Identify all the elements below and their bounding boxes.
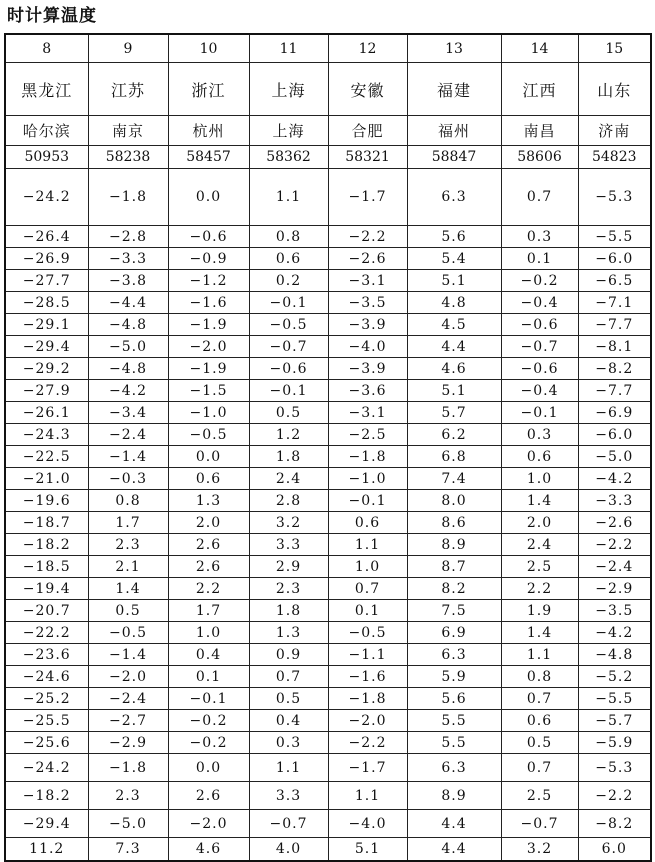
province-name: 浙江 <box>168 63 249 116</box>
temperature-cell: 8.2 <box>407 578 501 600</box>
temperature-cell: 2.5 <box>501 782 578 810</box>
table-row <box>5 534 651 556</box>
temperature-cell: −24.2 <box>5 754 88 782</box>
temperature-cell: 2.3 <box>88 534 168 556</box>
temperature-cell: −0.7 <box>249 810 328 838</box>
temperature-cell: 2.3 <box>88 782 168 810</box>
column-index: 15 <box>578 34 651 63</box>
temperature-cell: 3.2 <box>249 512 328 534</box>
temperature-cell: 8.9 <box>407 534 501 556</box>
province-name: 上海 <box>249 63 328 116</box>
temperature-cell: −2.7 <box>88 710 168 732</box>
temperature-cell: −3.3 <box>578 490 651 512</box>
temperature-cell: 5.1 <box>407 270 501 292</box>
temperature-cell: 2.6 <box>168 556 249 578</box>
column-index: 11 <box>249 34 328 63</box>
temperature-cell: 5.9 <box>407 666 501 688</box>
temperature-cell: 8.0 <box>407 490 501 512</box>
temperature-cell: 0.7 <box>328 578 407 600</box>
temperature-cell: 2.2 <box>501 578 578 600</box>
temperature-cell: 0.6 <box>328 512 407 534</box>
table-row <box>5 248 651 270</box>
temperature-cell: 2.2 <box>168 578 249 600</box>
temperature-cell: −0.1 <box>249 292 328 314</box>
city-name: 南京 <box>88 116 168 146</box>
temperature-cell: −19.6 <box>5 490 88 512</box>
column-index: 13 <box>407 34 501 63</box>
temperature-cell: −0.6 <box>168 226 249 248</box>
temperature-cell: −1.6 <box>328 666 407 688</box>
temperature-cell: −5.0 <box>88 810 168 838</box>
temperature-cell: −29.4 <box>5 336 88 358</box>
temperature-cell: −1.8 <box>88 169 168 226</box>
column-index: 10 <box>168 34 249 63</box>
table-row <box>5 314 651 336</box>
temperature-cell: −5.3 <box>578 169 651 226</box>
temperature-cell: −5.0 <box>88 336 168 358</box>
temperature-cell: 6.8 <box>407 446 501 468</box>
temperature-cell: −7.7 <box>578 314 651 336</box>
temperature-cell: −0.3 <box>88 468 168 490</box>
temperature-cell: −0.7 <box>249 336 328 358</box>
temperature-cell: −0.2 <box>168 710 249 732</box>
temperature-cell: −3.3 <box>88 248 168 270</box>
table-title: 时计算温度 <box>7 6 97 26</box>
temperature-cell: 7.5 <box>407 600 501 622</box>
temperature-cell: −4.4 <box>88 292 168 314</box>
temperature-cell: −23.6 <box>5 644 88 666</box>
temperature-cell: −8.1 <box>578 336 651 358</box>
city-name: 杭州 <box>168 116 249 146</box>
temperature-cell: −2.0 <box>168 810 249 838</box>
temperature-cell: −18.2 <box>5 782 88 810</box>
temperature-cell: 2.0 <box>501 512 578 534</box>
temperature-cell: 0.6 <box>501 446 578 468</box>
temperature-cell: 0.6 <box>249 248 328 270</box>
temperature-cell: −22.5 <box>5 446 88 468</box>
temperature-cell: −2.2 <box>328 226 407 248</box>
temperature-cell: 5.4 <box>407 248 501 270</box>
temperature-cell: −21.0 <box>5 468 88 490</box>
temperature-cell: 6.3 <box>407 754 501 782</box>
temperature-cell: −29.4 <box>5 810 88 838</box>
temperature-cell: −2.6 <box>328 248 407 270</box>
temperature-cell: −4.8 <box>88 358 168 380</box>
temperature-cell: −1.8 <box>88 754 168 782</box>
temperature-cell: −2.4 <box>578 556 651 578</box>
temperature-cell: −3.5 <box>578 600 651 622</box>
temperature-cell: 5.7 <box>407 402 501 424</box>
temperature-cell: −26.1 <box>5 402 88 424</box>
temperature-cell: 2.1 <box>88 556 168 578</box>
temperature-cell: 1.7 <box>88 512 168 534</box>
temperature-cell: −7.1 <box>578 292 651 314</box>
temperature-cell: 8.9 <box>407 782 501 810</box>
temperature-cell: −6.9 <box>578 402 651 424</box>
temperature-cell: −4.0 <box>328 336 407 358</box>
temperature-cell: 1.1 <box>501 644 578 666</box>
temperature-cell: −0.6 <box>501 358 578 380</box>
column-index: 8 <box>5 34 88 63</box>
temperature-cell: 0.1 <box>168 666 249 688</box>
temperature-cell: −2.4 <box>88 688 168 710</box>
province-name: 安徽 <box>328 63 407 116</box>
temperature-cell: 0.3 <box>501 226 578 248</box>
station-id: 58847 <box>407 146 501 169</box>
temperature-cell: −0.5 <box>328 622 407 644</box>
temperature-cell: 6.3 <box>407 169 501 226</box>
temperature-cell: −4.8 <box>578 644 651 666</box>
temperature-cell: 0.5 <box>249 688 328 710</box>
temperature-cell: 3.3 <box>249 782 328 810</box>
temperature-cell: 0.7 <box>501 754 578 782</box>
station-id: 58238 <box>88 146 168 169</box>
temperature-cell: −2.2 <box>578 534 651 556</box>
table-row <box>5 622 651 644</box>
temperature-cell: −2.2 <box>328 732 407 754</box>
temperature-cell: 0.0 <box>168 169 249 226</box>
station-id: 58606 <box>501 146 578 169</box>
temperature-cell: −4.2 <box>88 380 168 402</box>
table-row <box>5 336 651 358</box>
temperature-cell: −0.7 <box>501 336 578 358</box>
temperature-cell: −4.8 <box>88 314 168 336</box>
temperature-cell: −1.9 <box>168 358 249 380</box>
temperature-cell: 0.8 <box>501 666 578 688</box>
table-row <box>5 600 651 622</box>
table-row <box>5 358 651 380</box>
temperature-cell: 7.3 <box>88 838 168 862</box>
city-name: 哈尔滨 <box>5 116 88 146</box>
temperature-cell: −3.4 <box>88 402 168 424</box>
temperature-cell: 1.3 <box>249 622 328 644</box>
temperature-cell: 0.8 <box>88 490 168 512</box>
temperature-cell: 2.8 <box>249 490 328 512</box>
temperature-cell: −0.6 <box>501 314 578 336</box>
temperature-cell: 0.5 <box>249 402 328 424</box>
temperature-cell: 0.1 <box>328 600 407 622</box>
temperature-cell: −2.9 <box>88 732 168 754</box>
temperature-cell: 1.1 <box>249 169 328 226</box>
temperature-cell: 2.9 <box>249 556 328 578</box>
temperature-cell: −1.7 <box>328 754 407 782</box>
temperature-cell: 0.5 <box>88 600 168 622</box>
temperature-cell: −26.4 <box>5 226 88 248</box>
province-name: 山东 <box>578 63 651 116</box>
column-index-row <box>5 34 651 63</box>
temperature-cell: −2.0 <box>168 336 249 358</box>
station-id: 58362 <box>249 146 328 169</box>
temperature-cell: −29.1 <box>5 314 88 336</box>
table-row <box>5 710 651 732</box>
temperature-cell: 1.4 <box>88 578 168 600</box>
station-row <box>5 146 651 169</box>
temperature-cell: 6.9 <box>407 622 501 644</box>
temperature-cell: 11.2 <box>5 838 88 862</box>
temperature-cell: −0.2 <box>168 732 249 754</box>
temperature-cell: −1.7 <box>328 169 407 226</box>
temperature-cell: 0.4 <box>168 644 249 666</box>
table-row <box>5 270 651 292</box>
temperature-cell: 5.5 <box>407 732 501 754</box>
temperature-cell: 0.7 <box>501 169 578 226</box>
temperature-cell: 0.4 <box>249 710 328 732</box>
table-row <box>5 688 651 710</box>
province-row <box>5 63 651 116</box>
temperature-cell: 1.0 <box>501 468 578 490</box>
temperature-cell: −1.8 <box>328 446 407 468</box>
temperature-cell: 5.1 <box>328 838 407 862</box>
city-name: 上海 <box>249 116 328 146</box>
temperature-cell: 0.9 <box>249 644 328 666</box>
temperature-cell: −3.1 <box>328 402 407 424</box>
table-row <box>5 732 651 754</box>
temperature-cell: −1.6 <box>168 292 249 314</box>
temperature-cell: −27.7 <box>5 270 88 292</box>
temperature-cell: −1.8 <box>328 688 407 710</box>
temperature-cell: −5.5 <box>578 226 651 248</box>
temperature-cell: −0.4 <box>501 292 578 314</box>
temperature-cell: 4.5 <box>407 314 501 336</box>
temperature-cell: −0.5 <box>249 314 328 336</box>
temperature-cell: −0.9 <box>168 248 249 270</box>
temperature-cell: 0.3 <box>249 732 328 754</box>
city-name: 合肥 <box>328 116 407 146</box>
temperature-cell: −3.9 <box>328 314 407 336</box>
temperature-cell: 3.3 <box>249 534 328 556</box>
temperature-cell: 2.4 <box>249 468 328 490</box>
temperature-cell: 8.7 <box>407 556 501 578</box>
temperature-cell: −5.5 <box>578 688 651 710</box>
table-row <box>5 468 651 490</box>
table-row <box>5 490 651 512</box>
temperature-cell: −5.0 <box>578 446 651 468</box>
temperature-cell: 4.4 <box>407 838 501 862</box>
temperature-cell: −0.1 <box>168 688 249 710</box>
temperature-cell: −8.2 <box>578 358 651 380</box>
city-name: 福州 <box>407 116 501 146</box>
temperature-cell: 5.6 <box>407 226 501 248</box>
temperature-cell: 1.0 <box>168 622 249 644</box>
temperature-cell: 1.7 <box>168 600 249 622</box>
table-row <box>5 838 651 862</box>
temperature-cell: 6.2 <box>407 424 501 446</box>
temperature-cell: −2.0 <box>88 666 168 688</box>
temperature-cell: −5.7 <box>578 710 651 732</box>
table-row <box>5 380 651 402</box>
table-row <box>5 810 651 838</box>
temperature-cell: −6.0 <box>578 248 651 270</box>
temperature-cell: −1.1 <box>328 644 407 666</box>
temperature-cell: −24.2 <box>5 169 88 226</box>
temperature-cell: −0.5 <box>168 424 249 446</box>
temperature-cell: −28.5 <box>5 292 88 314</box>
temperature-cell: −25.2 <box>5 688 88 710</box>
province-name: 黑龙江 <box>5 63 88 116</box>
temperature-cell: 0.7 <box>501 688 578 710</box>
temperature-cell: 1.1 <box>328 782 407 810</box>
temperature-cell: −2.5 <box>328 424 407 446</box>
temperature-cell: 2.6 <box>168 782 249 810</box>
temperature-cell: −3.9 <box>328 358 407 380</box>
temperature-cell: −22.2 <box>5 622 88 644</box>
temperature-cell: 2.4 <box>501 534 578 556</box>
temperature-cell: −3.5 <box>328 292 407 314</box>
temperature-cell: −4.2 <box>578 468 651 490</box>
temperature-cell: −4.0 <box>328 810 407 838</box>
station-id: 58457 <box>168 146 249 169</box>
temperature-cell: −2.4 <box>88 424 168 446</box>
table-row <box>5 782 651 810</box>
temperature-cell: −1.4 <box>88 446 168 468</box>
temperature-cell: −1.2 <box>168 270 249 292</box>
temperature-cell: −5.3 <box>578 754 651 782</box>
temperature-cell: −1.5 <box>168 380 249 402</box>
province-name: 江西 <box>501 63 578 116</box>
table-row <box>5 666 651 688</box>
table-row <box>5 578 651 600</box>
temperature-cell: −2.9 <box>578 578 651 600</box>
temperature-cell: −0.5 <box>88 622 168 644</box>
table-row <box>5 754 651 782</box>
city-name: 济南 <box>578 116 651 146</box>
city-row <box>5 116 651 146</box>
temperature-cell: 0.1 <box>501 248 578 270</box>
station-id: 54823 <box>578 146 651 169</box>
table-row <box>5 644 651 666</box>
temperature-cell: −5.9 <box>578 732 651 754</box>
table-row <box>5 226 651 248</box>
temperature-cell: 1.0 <box>328 556 407 578</box>
temperature-cell: 0.6 <box>168 468 249 490</box>
table-row <box>5 169 651 226</box>
temperature-cell: −6.5 <box>578 270 651 292</box>
temperature-cell: 1.8 <box>249 446 328 468</box>
temperature-cell: 8.6 <box>407 512 501 534</box>
province-name: 江苏 <box>88 63 168 116</box>
temperature-cell: −8.2 <box>578 810 651 838</box>
temperature-cell: 5.6 <box>407 688 501 710</box>
temperature-cell: −20.7 <box>5 600 88 622</box>
temperature-cell: −1.4 <box>88 644 168 666</box>
temperature-cell: 6.3 <box>407 644 501 666</box>
temperature-cell: −0.6 <box>249 358 328 380</box>
temperature-cell: 4.4 <box>407 810 501 838</box>
table-row <box>5 556 651 578</box>
temperature-cell: −2.8 <box>88 226 168 248</box>
temperature-cell: 0.5 <box>501 732 578 754</box>
temperature-cell: 0.0 <box>168 754 249 782</box>
temperature-cell: −2.0 <box>328 710 407 732</box>
column-index: 12 <box>328 34 407 63</box>
temperature-cell: −19.4 <box>5 578 88 600</box>
temperature-cell: −3.6 <box>328 380 407 402</box>
table-row <box>5 446 651 468</box>
temperature-cell: 4.0 <box>249 838 328 862</box>
temperature-cell: 7.4 <box>407 468 501 490</box>
temperature-cell: 1.8 <box>249 600 328 622</box>
temperature-cell: −6.0 <box>578 424 651 446</box>
temperature-cell: 0.7 <box>249 666 328 688</box>
temperature-cell: 1.9 <box>501 600 578 622</box>
temperature-cell: −24.3 <box>5 424 88 446</box>
temperature-cell: −25.6 <box>5 732 88 754</box>
temperature-cell: −0.1 <box>249 380 328 402</box>
city-name: 南昌 <box>501 116 578 146</box>
temperature-cell: 2.6 <box>168 534 249 556</box>
temperature-cell: −3.1 <box>328 270 407 292</box>
temperature-cell: −0.4 <box>501 380 578 402</box>
temperature-cell: −7.7 <box>578 380 651 402</box>
temperature-cell: 0.6 <box>501 710 578 732</box>
temperature-cell: 5.1 <box>407 380 501 402</box>
province-name: 福建 <box>407 63 501 116</box>
temperature-cell: 0.8 <box>249 226 328 248</box>
temperature-cell: −4.2 <box>578 622 651 644</box>
table-row <box>5 512 651 534</box>
temperature-cell: 2.5 <box>501 556 578 578</box>
column-index: 9 <box>88 34 168 63</box>
temperature-cell: 0.3 <box>501 424 578 446</box>
temperature-cell: 1.2 <box>249 424 328 446</box>
temperature-cell: −25.5 <box>5 710 88 732</box>
temperature-cell: −1.9 <box>168 314 249 336</box>
temperature-cell: −3.8 <box>88 270 168 292</box>
temperature-cell: −24.6 <box>5 666 88 688</box>
temperature-cell: −2.2 <box>578 782 651 810</box>
temperature-cell: 0.0 <box>168 446 249 468</box>
temperature-cell: 4.6 <box>407 358 501 380</box>
temperature-cell: 1.3 <box>168 490 249 512</box>
temperature-cell: 4.4 <box>407 336 501 358</box>
temperature-cell: 0.2 <box>249 270 328 292</box>
station-id: 50953 <box>5 146 88 169</box>
temperature-cell: 1.4 <box>501 622 578 644</box>
column-index: 14 <box>501 34 578 63</box>
temperature-cell: −18.7 <box>5 512 88 534</box>
temperature-cell: −0.1 <box>501 402 578 424</box>
temperature-cell: 2.3 <box>249 578 328 600</box>
temperature-cell: 4.8 <box>407 292 501 314</box>
temperature-cell: 1.4 <box>501 490 578 512</box>
table-row <box>5 424 651 446</box>
temperature-cell: −18.5 <box>5 556 88 578</box>
temperature-cell: −0.7 <box>501 810 578 838</box>
temperature-cell: −29.2 <box>5 358 88 380</box>
temperature-cell: 6.0 <box>578 838 651 862</box>
temperature-cell: 5.5 <box>407 710 501 732</box>
temperature-cell: −27.9 <box>5 380 88 402</box>
temperature-cell: 1.1 <box>328 534 407 556</box>
temperature-cell: −1.0 <box>328 468 407 490</box>
temperature-cell: −26.9 <box>5 248 88 270</box>
temperature-cell: −2.6 <box>578 512 651 534</box>
temperature-cell: −5.2 <box>578 666 651 688</box>
temperature-cell: 1.1 <box>249 754 328 782</box>
temperature-cell: −0.2 <box>501 270 578 292</box>
temperature-cell: −1.0 <box>168 402 249 424</box>
temperature-cell: 4.6 <box>168 838 249 862</box>
temperature-cell: 3.2 <box>501 838 578 862</box>
station-id: 58321 <box>328 146 407 169</box>
table-row <box>5 292 651 314</box>
temperature-table <box>4 33 652 862</box>
temperature-cell: −0.1 <box>328 490 407 512</box>
table-row <box>5 402 651 424</box>
temperature-cell: 2.0 <box>168 512 249 534</box>
temperature-cell: −18.2 <box>5 534 88 556</box>
